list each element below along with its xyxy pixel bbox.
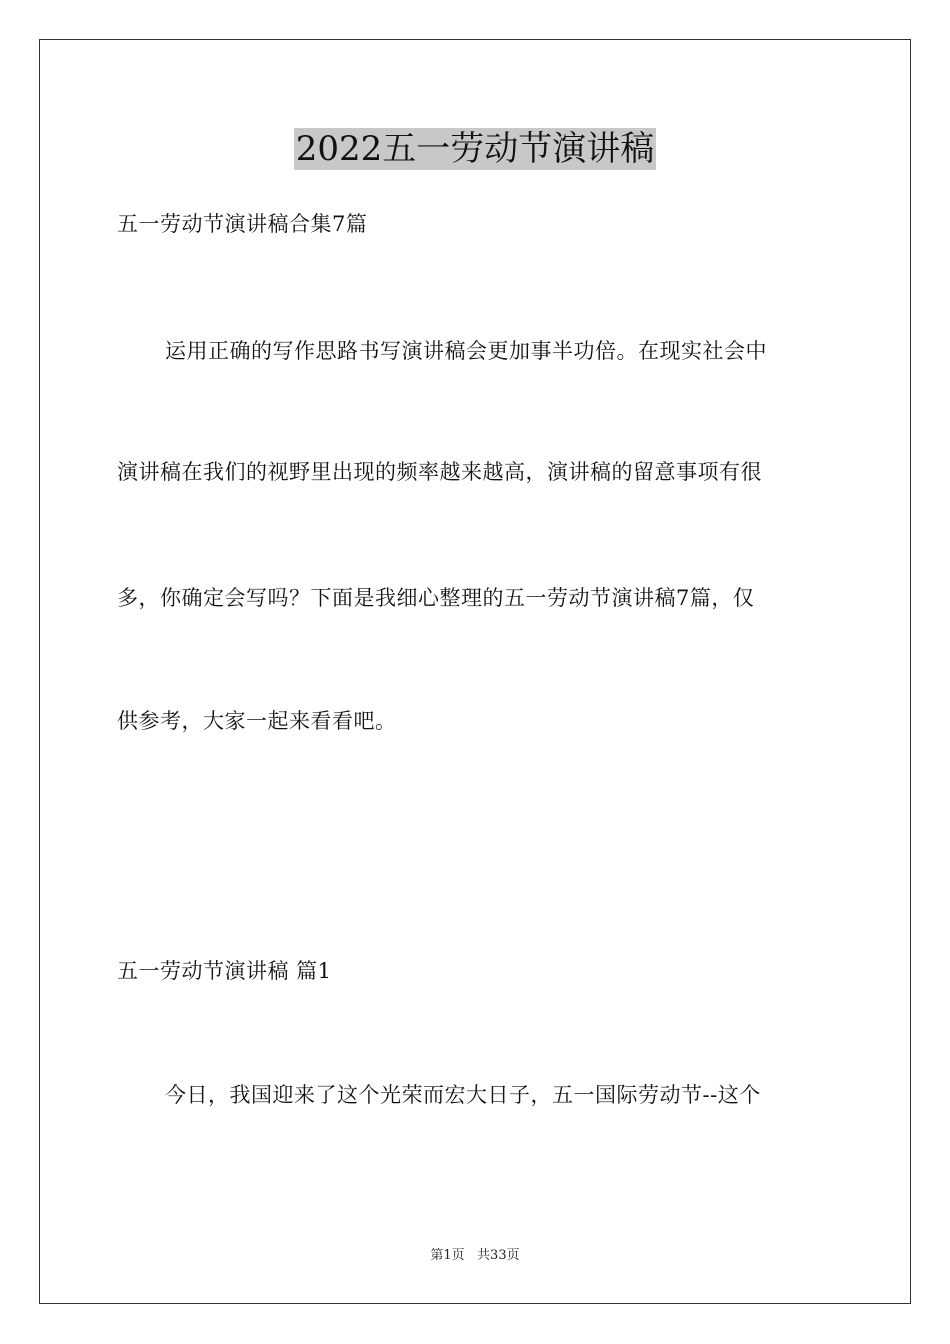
document-subtitle: 五一劳动节演讲稿合集7篇 bbox=[117, 212, 368, 236]
intro-line-4: 供参考，大家一起来看看吧。 bbox=[117, 709, 397, 733]
section-paragraph-line: 今日，我国迎来了这个光荣而宏大日子，五一国际劳动节--这个 bbox=[165, 1083, 761, 1107]
document-title: 2022五一劳动节演讲稿 bbox=[295, 129, 655, 169]
title-container bbox=[0, 128, 950, 170]
section-heading: 五一劳动节演讲稿 篇1 bbox=[117, 959, 332, 983]
intro-line-3: 多，你确定会写吗？下面是我细心整理的五一劳动节演讲稿7篇，仅 bbox=[117, 586, 755, 610]
intro-line-2: 演讲稿在我们的视野里出现的频率越来越高，演讲稿的留意事项有很 bbox=[117, 460, 762, 484]
intro-line-1: 运用正确的写作思路书写演讲稿会更加事半功倍。在现实社会中 bbox=[165, 339, 767, 363]
page-footer: 第1页 共33页 bbox=[430, 1248, 520, 1263]
